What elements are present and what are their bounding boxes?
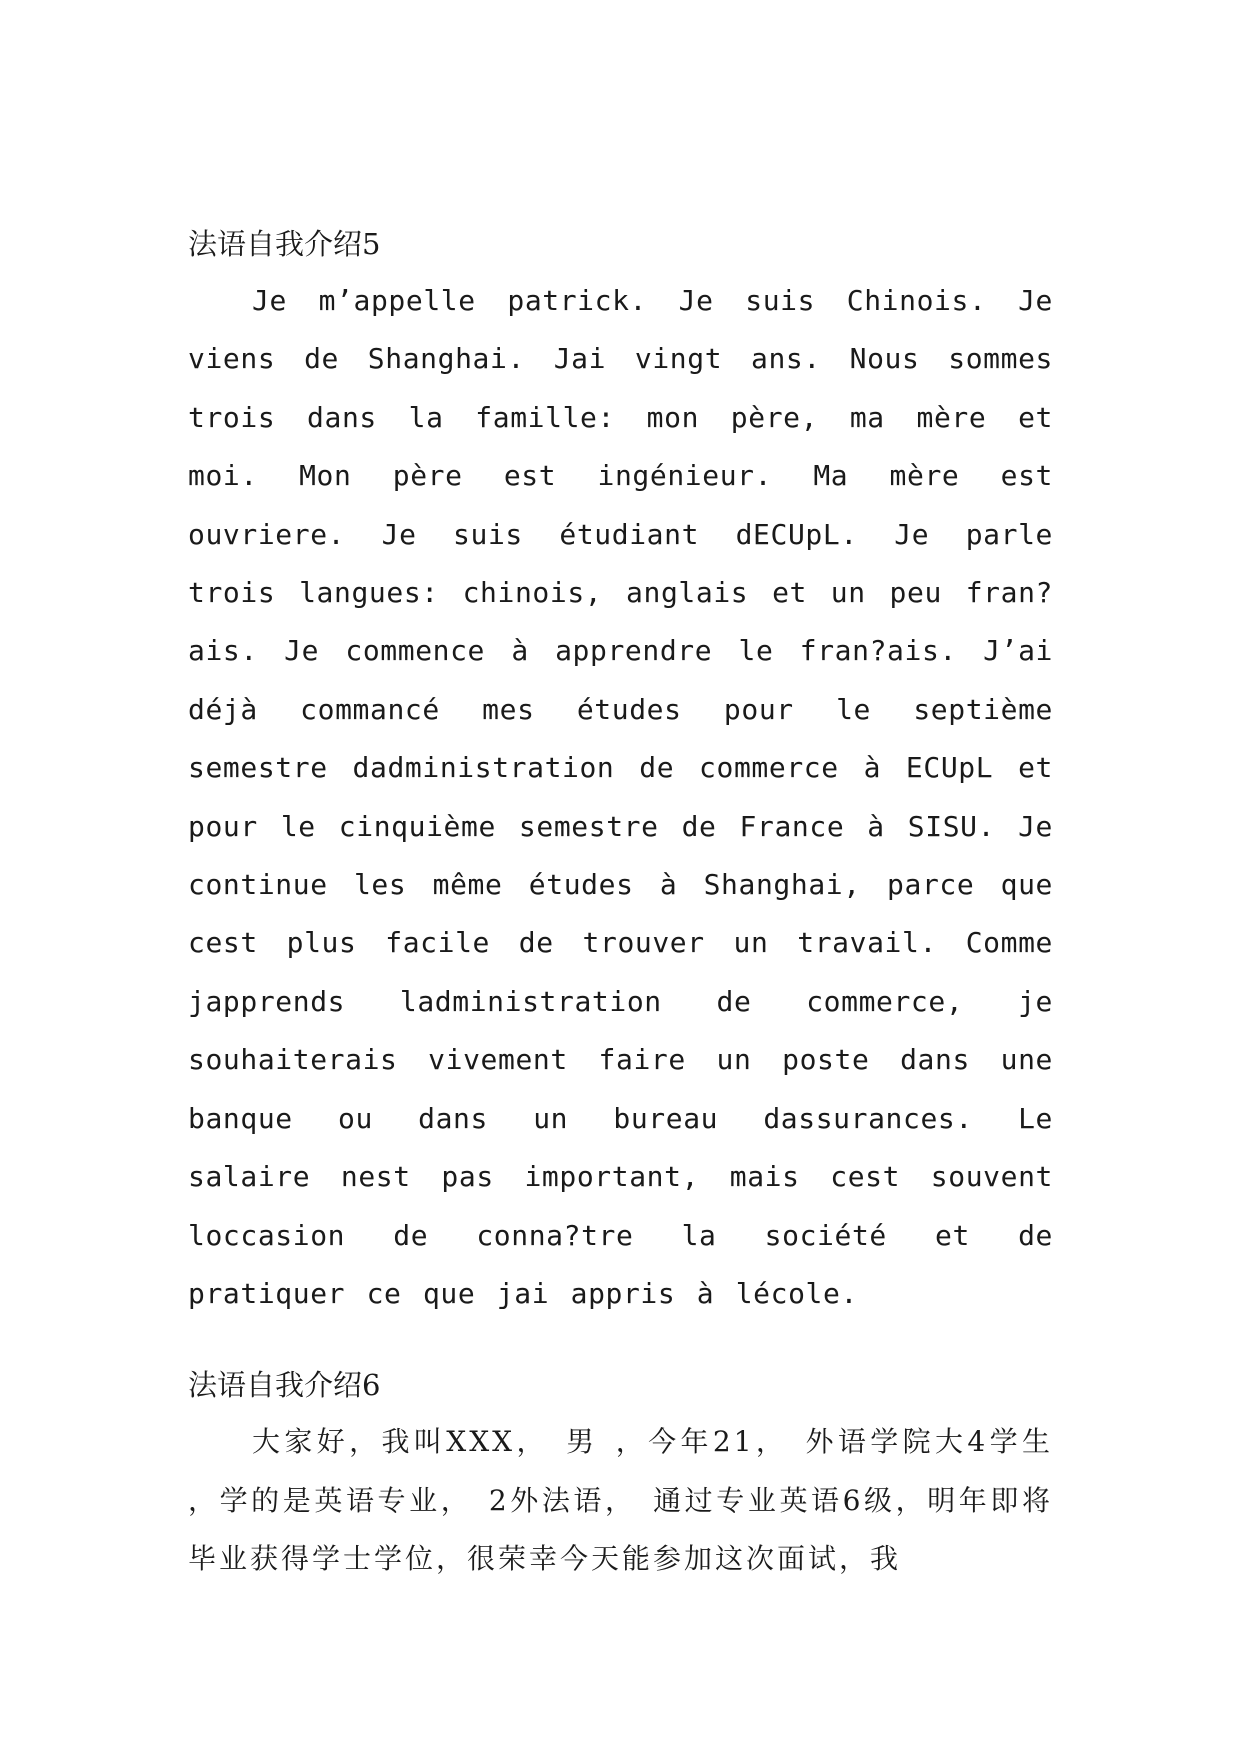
section-intro-6: [188, 1363, 1053, 1588]
document-content: [188, 222, 1053, 1589]
section-paragraph: Je m’appelle patrick. Je suis Chinois. Je viens de Shanghai. Jai vingt ans. Nous sommes trois dans la famille: mon père, ma mère et moi. Mon père est ingénieur. Ma mère est ouvriere. Je suis étudiant dECUpL. Je parle trois langues: chinois, anglais et un peu fran?ais. Je commence à apprendre le fran?ais. J’ai déjà commancé mes études pour le septième semestre dadministration de commerce à ECUpL et pour le cinquième semestre de France à SISU. Je continue les même études à Shanghai, parce que cest plus facile de trouver un travail. Comme japprends ladministration de commerce, je souhaiterais vivement faire un poste dans une banque ou dans un bureau dassurances. Le salaire nest pas important, mais cest souvent loccasion de conna?tre la société et de pratiquer ce que jai appris à lécole.: [188, 284, 1053, 1310]
section-intro-5: [188, 222, 1053, 1323]
section-heading: 法语自我介绍6: [188, 1368, 381, 1403]
section-spacer: [188, 1323, 1053, 1363]
section-paragraph: 大家好，我叫XXX， 男 ，今年21， 外语学院大4学生 ，学的是英语专业， 2外法语， 通过专业英语6级，明年即将毕业获得学士学位，很荣幸今天能参加这次面试，我: [188, 1425, 1053, 1576]
section-heading: 法语自我介绍5: [188, 227, 381, 261]
